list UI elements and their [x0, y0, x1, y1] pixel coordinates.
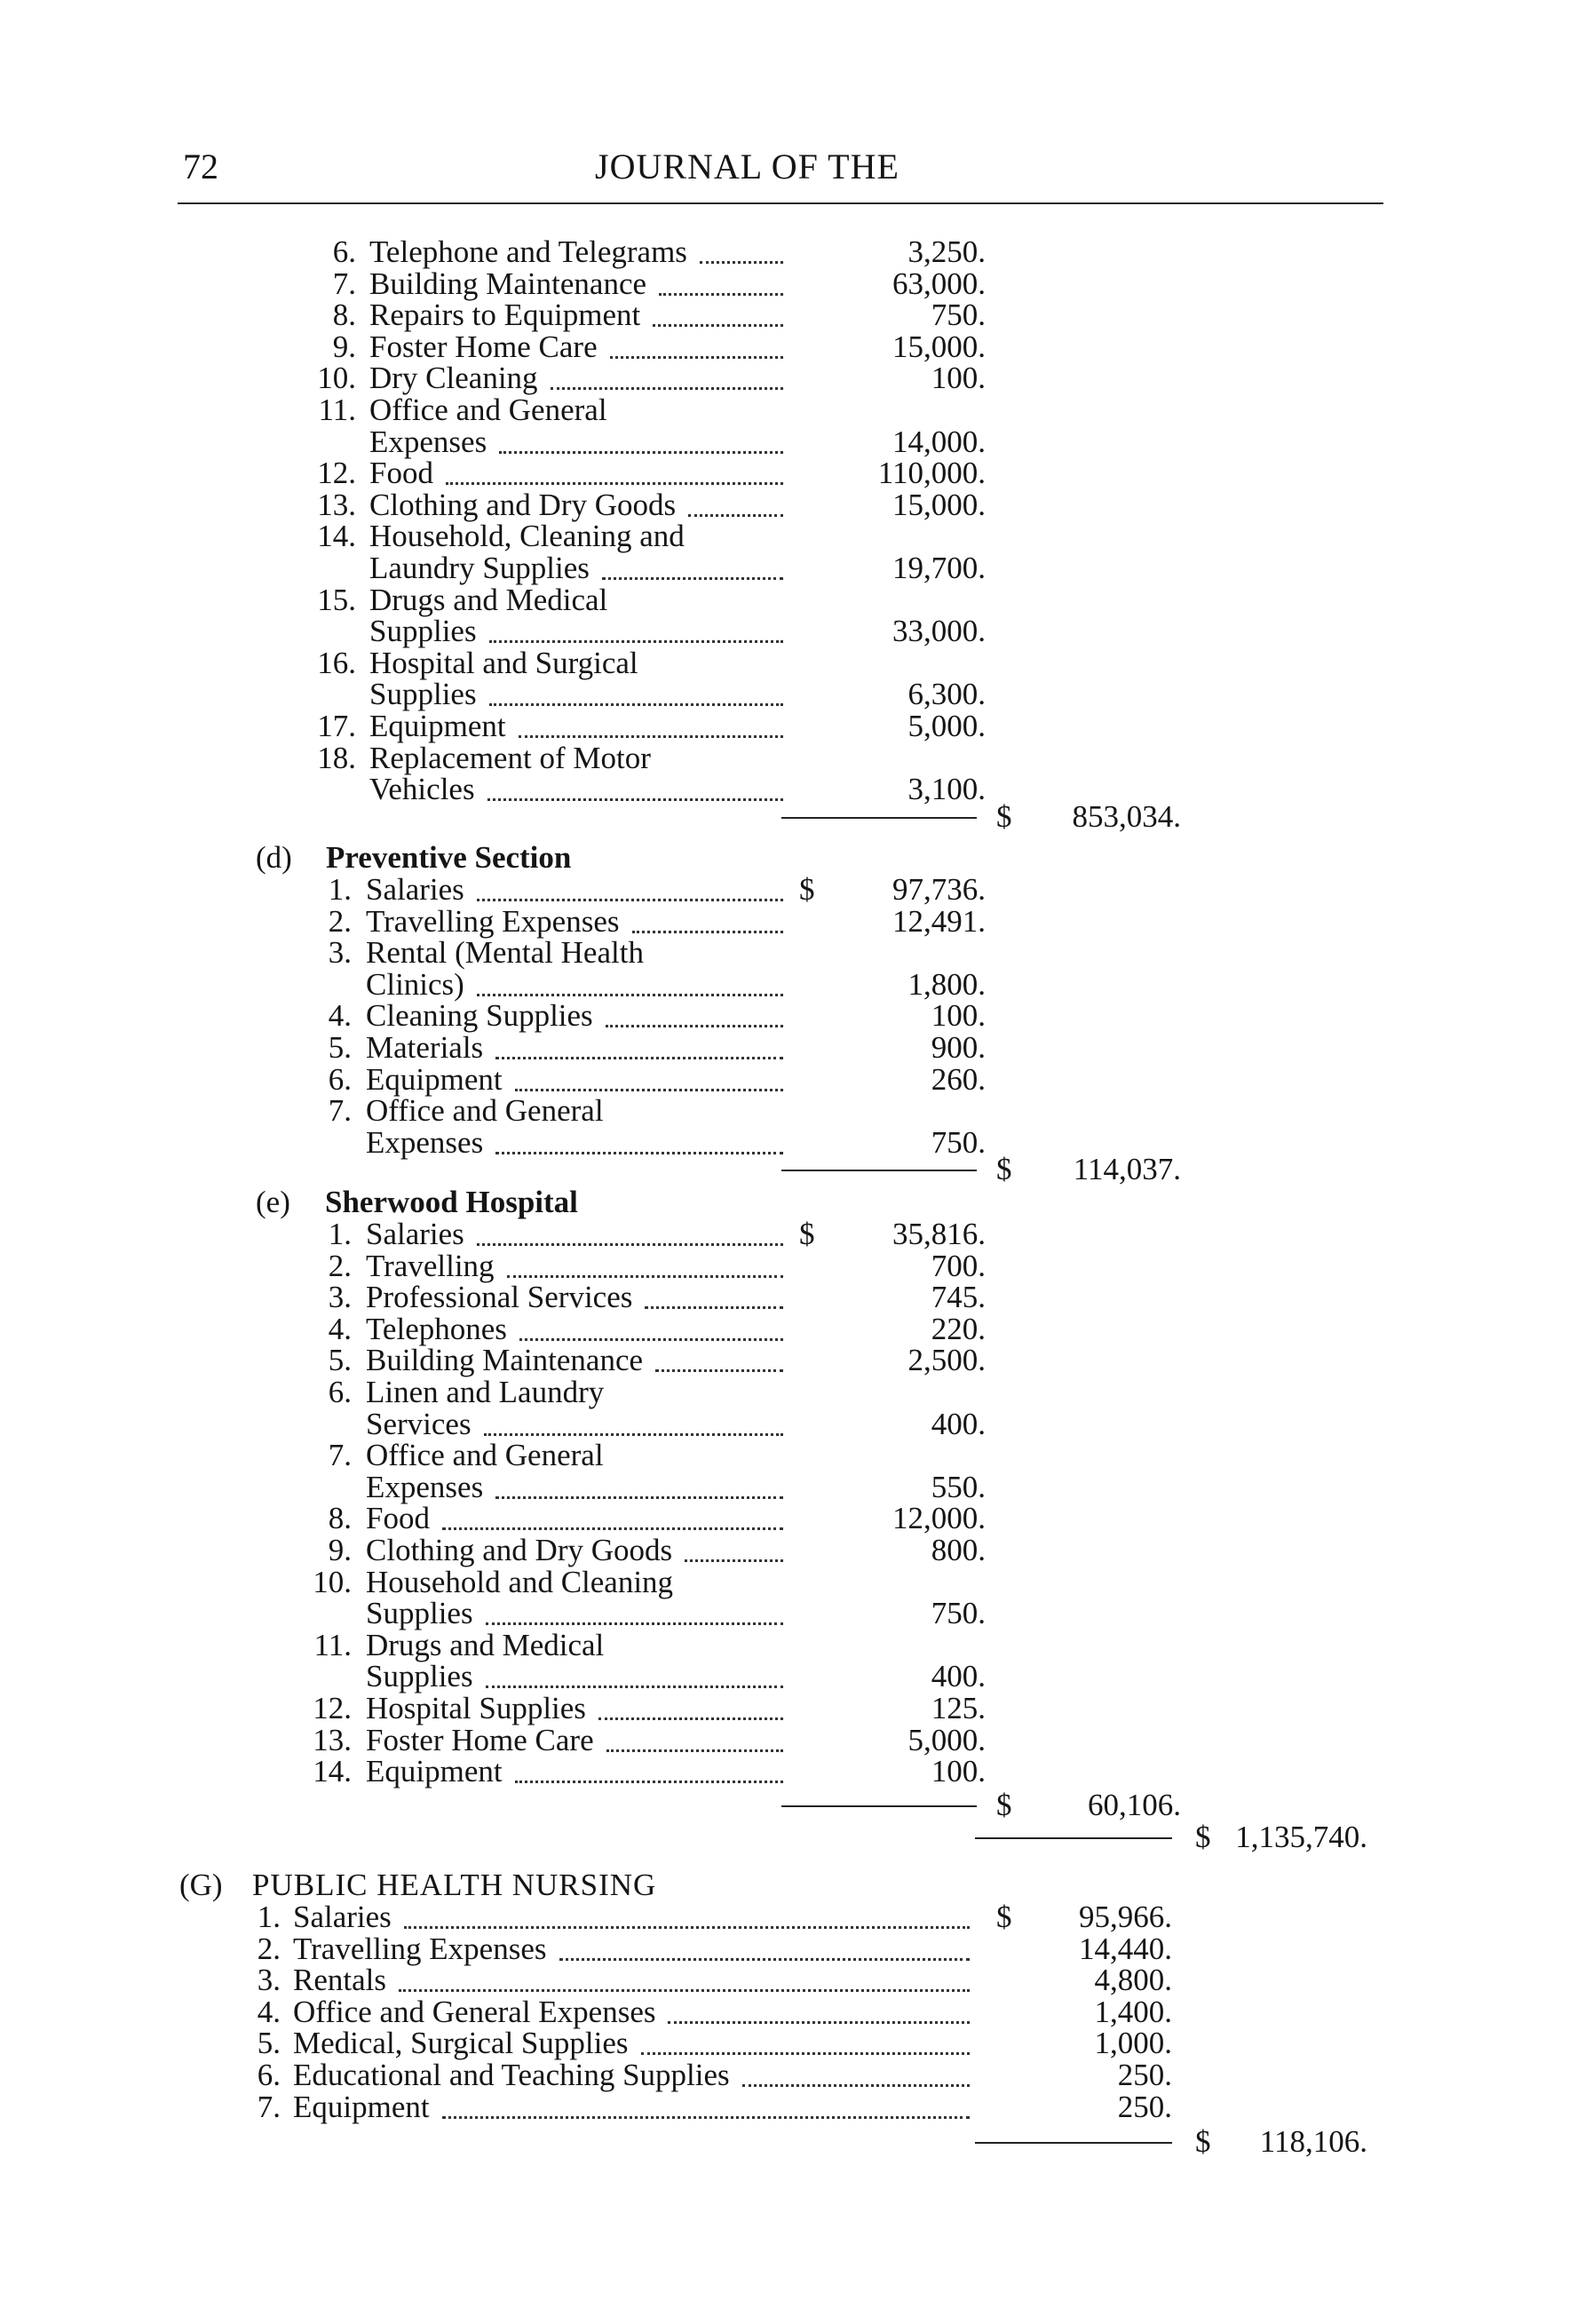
leader-dots	[477, 1243, 783, 1246]
item-amount: 14,440.	[1079, 1931, 1172, 1966]
item-amount: 1,400.	[1094, 1994, 1172, 2029]
leader-dots	[668, 2021, 970, 2024]
item-label: Office and General	[369, 393, 607, 427]
item-label: Equipment	[366, 1061, 503, 1097]
item-label: Rental (Mental Health	[366, 935, 644, 971]
total-rule	[975, 1837, 1172, 1839]
running-title: JOURNAL OF THE	[595, 147, 899, 186]
currency-sign: $	[996, 1152, 1012, 1186]
leader-dots	[606, 1025, 783, 1027]
item-number: 9.	[328, 1533, 352, 1567]
item-label: Replacement of Motor	[369, 740, 651, 775]
leader-dots	[742, 2084, 970, 2087]
item-amount: 5,000.	[907, 1722, 986, 1757]
section-total: 60,106.	[1088, 1788, 1181, 1822]
item-label: Supplies	[366, 1596, 473, 1631]
leader-dots	[688, 514, 783, 517]
item-number: 6.	[328, 1375, 352, 1409]
leader-dots	[446, 482, 783, 485]
item-number: 10.	[317, 361, 356, 396]
item-label: Supplies	[369, 614, 477, 649]
leader-dots	[685, 1559, 783, 1562]
item-label: Laundry Supplies	[369, 551, 590, 585]
item-label: Vehicles	[369, 772, 475, 807]
item-amount: 220.	[931, 1311, 986, 1346]
item-amount: 250.	[1117, 2089, 1172, 2124]
item-label: Equipment	[293, 2089, 430, 2124]
item-number: 1.	[328, 1217, 352, 1251]
currency-sign: $	[1195, 1820, 1211, 1854]
item-label: Clothing and Dry Goods	[369, 487, 677, 522]
item-number: 14.	[313, 1754, 352, 1789]
item-label: Telephones	[366, 1311, 507, 1346]
item-amount: 95,966.	[1079, 1900, 1172, 1934]
item-number: 11.	[313, 1627, 352, 1662]
leader-dots	[489, 703, 783, 706]
leader-dots	[507, 1275, 783, 1278]
item-label: Hospital Supplies	[366, 1691, 586, 1725]
item-number: 7.	[328, 1093, 352, 1129]
currency-sign: $	[996, 1900, 1012, 1934]
item-amount: 750.	[931, 1596, 986, 1631]
currency-sign: $	[799, 1217, 815, 1251]
item-number: 3.	[328, 1280, 352, 1315]
item-label: Drugs and Medical	[369, 582, 608, 617]
leader-dots	[659, 293, 783, 296]
leader-dots	[489, 640, 783, 643]
item-label: Travelling Expenses	[366, 903, 620, 939]
item-label: Salaries	[366, 872, 464, 907]
item-number: 14.	[317, 519, 356, 554]
item-label: Supplies	[369, 677, 477, 712]
item-amount: 900.	[931, 1030, 986, 1065]
item-amount: 125.	[931, 1691, 986, 1725]
leader-dots	[598, 1717, 783, 1720]
item-label: Expenses	[366, 1469, 484, 1504]
item-amount: 63,000.	[892, 266, 986, 301]
item-amount: 6,300.	[907, 677, 986, 712]
item-amount: 12,000.	[892, 1501, 986, 1536]
leader-dots	[653, 324, 783, 327]
leader-dots	[519, 1338, 783, 1341]
item-label: Telephone and Telegrams	[369, 234, 687, 269]
item-label: Repairs to Equipment	[369, 297, 641, 333]
section-title: Preventive Section	[326, 840, 572, 875]
subtotal-rule	[781, 817, 977, 819]
item-label: Supplies	[366, 1659, 473, 1694]
item-number: 6.	[328, 1061, 352, 1097]
item-number: 5.	[328, 1030, 352, 1065]
item-amount: 1,000.	[1094, 2026, 1172, 2061]
leader-dots	[515, 1781, 783, 1783]
item-amount: 3,100.	[907, 772, 986, 807]
item-amount: 100.	[931, 361, 986, 396]
item-amount: 745.	[931, 1280, 986, 1315]
page-number: 72	[183, 147, 218, 186]
leader-dots	[487, 798, 783, 801]
item-amount: 100.	[931, 1754, 986, 1789]
item-number: 7.	[328, 1438, 352, 1473]
item-label: Building Maintenance	[366, 1343, 644, 1378]
item-amount: 97,736.	[892, 872, 986, 907]
leader-dots	[404, 1926, 970, 1929]
leader-dots	[559, 1958, 971, 1961]
leader-dots	[551, 387, 783, 390]
item-number: 3.	[257, 1963, 281, 1998]
item-amount: 100.	[931, 998, 986, 1034]
item-number: 8.	[328, 1501, 352, 1536]
subtotal-rule	[781, 1170, 977, 1171]
item-number: 9.	[332, 329, 356, 364]
leader-dots	[606, 1749, 783, 1752]
leader-dots	[515, 1089, 783, 1091]
leader-dots	[632, 931, 784, 933]
item-label: Linen and Laundry	[366, 1375, 605, 1409]
currency-sign: $	[996, 1788, 1012, 1822]
item-number: 12.	[317, 456, 356, 491]
leader-dots	[484, 1433, 783, 1436]
item-amount: 33,000.	[892, 614, 986, 649]
item-label: Drugs and Medical	[366, 1627, 605, 1662]
section-label: (e)	[256, 1185, 290, 1219]
item-number: 6.	[257, 2058, 281, 2092]
item-label: Rentals	[293, 1963, 386, 1998]
item-amount: 550.	[931, 1469, 986, 1504]
item-label: Educational and Teaching Supplies	[293, 2058, 730, 2092]
leader-dots	[399, 1989, 970, 1992]
item-label: Office and General	[366, 1438, 604, 1473]
leader-dots	[519, 735, 783, 738]
item-number: 8.	[332, 297, 356, 333]
item-number: 4.	[328, 1311, 352, 1346]
subtotal-rule	[781, 1805, 977, 1807]
item-label: Clothing and Dry Goods	[366, 1533, 673, 1567]
leader-dots	[486, 1685, 783, 1688]
leader-dots	[495, 1152, 783, 1154]
leader-dots	[700, 261, 783, 264]
item-amount: 3,250.	[907, 234, 986, 269]
item-amount: 750.	[931, 1124, 986, 1160]
item-amount: 250.	[1117, 2058, 1172, 2092]
item-number: 5.	[328, 1343, 352, 1378]
item-number: 1.	[328, 872, 352, 907]
item-number: 4.	[328, 998, 352, 1034]
item-number: 11.	[318, 393, 356, 427]
item-label: Travelling	[366, 1248, 495, 1283]
section-title: Sherwood Hospital	[325, 1185, 578, 1219]
item-number: 7.	[257, 2089, 281, 2124]
item-number: 10.	[313, 1564, 352, 1599]
item-amount: 15,000.	[892, 329, 986, 364]
currency-sign: $	[996, 799, 1012, 834]
leader-dots	[477, 994, 783, 996]
item-amount: 2,500.	[907, 1343, 986, 1378]
item-number: 17.	[317, 709, 356, 743]
item-label: Medical, Surgical Supplies	[293, 2026, 629, 2061]
leader-dots	[655, 1369, 783, 1372]
item-label: Food	[366, 1501, 430, 1536]
item-amount: 1,800.	[907, 966, 986, 1002]
item-label: Hospital and Surgical	[369, 645, 638, 680]
item-amount: 15,000.	[892, 487, 986, 522]
item-number: 16.	[317, 645, 356, 680]
item-label: Dry Cleaning	[369, 361, 538, 396]
currency-sign: $	[1195, 2124, 1211, 2159]
item-number: 2.	[257, 1931, 281, 1966]
leader-dots	[641, 2052, 971, 2055]
item-label: Equipment	[369, 709, 506, 743]
item-number: 4.	[257, 1994, 281, 2029]
item-amount: 400.	[931, 1659, 986, 1694]
item-amount: 12,491.	[892, 903, 986, 939]
item-label: Salaries	[293, 1900, 392, 1934]
item-label: Clinics)	[366, 966, 464, 1002]
leader-dots	[495, 1496, 783, 1499]
leader-dots	[645, 1306, 783, 1309]
leader-dots	[442, 1527, 783, 1530]
item-label: Cleaning Supplies	[366, 998, 593, 1034]
item-amount: 35,816.	[892, 1217, 986, 1251]
item-label: Materials	[366, 1030, 484, 1065]
item-label: Salaries	[366, 1217, 464, 1251]
item-number: 12.	[313, 1691, 352, 1725]
item-amount: 400.	[931, 1406, 986, 1441]
item-label: Foster Home Care	[369, 329, 598, 364]
leader-dots	[602, 577, 783, 580]
item-label: Expenses	[366, 1124, 484, 1160]
item-number: 15.	[317, 582, 356, 617]
item-label: Office and General Expenses	[293, 1994, 656, 2029]
item-label: Services	[366, 1406, 472, 1441]
item-amount: 4,800.	[1094, 1963, 1172, 1998]
item-amount: 19,700.	[892, 551, 986, 585]
item-label: Professional Services	[366, 1280, 633, 1315]
item-number: 5.	[257, 2026, 281, 2061]
item-amount: 110,000.	[877, 456, 986, 491]
leader-dots	[499, 451, 783, 454]
item-label: Food	[369, 456, 433, 491]
item-label: Expenses	[369, 424, 487, 459]
item-label: Household and Cleaning	[366, 1564, 674, 1599]
item-number: 2.	[328, 1248, 352, 1283]
leader-dots	[610, 356, 783, 359]
section-label: (d)	[256, 840, 292, 875]
section-total: 853,034.	[1072, 799, 1181, 834]
section-total: 114,037.	[1073, 1152, 1181, 1186]
item-amount: 700.	[931, 1248, 986, 1283]
header-rule	[178, 202, 1383, 204]
item-label: Foster Home Care	[366, 1722, 594, 1757]
leader-dots	[495, 1057, 783, 1059]
item-amount: 5,000.	[907, 709, 986, 743]
leader-dots	[442, 2116, 970, 2119]
item-number: 6.	[332, 234, 356, 269]
section-title: PUBLIC HEALTH NURSING	[252, 1868, 657, 1902]
leader-dots	[486, 1622, 783, 1625]
item-amount: 800.	[931, 1533, 986, 1567]
item-label: Household, Cleaning and	[369, 519, 685, 554]
item-number: 3.	[328, 935, 352, 971]
item-amount: 14,000.	[892, 424, 986, 459]
section-total: 118,106.	[1259, 2124, 1367, 2159]
item-label: Building Maintenance	[369, 266, 647, 301]
item-label: Travelling Expenses	[293, 1931, 547, 1966]
section-label: (G)	[179, 1868, 223, 1902]
item-number: 13.	[317, 487, 356, 522]
currency-sign: $	[799, 872, 815, 907]
subtotal-rule	[975, 2142, 1172, 2144]
item-label: Equipment	[366, 1754, 503, 1789]
item-label: Office and General	[366, 1093, 604, 1129]
item-number: 18.	[317, 740, 356, 775]
item-number: 1.	[257, 1900, 281, 1934]
item-number: 7.	[332, 266, 356, 301]
item-amount: 750.	[931, 297, 986, 333]
item-number: 13.	[313, 1722, 352, 1757]
grand-total: 1,135,740.	[1235, 1820, 1367, 1854]
leader-dots	[477, 899, 783, 901]
item-number: 2.	[328, 903, 352, 939]
item-amount: 260.	[931, 1061, 986, 1097]
